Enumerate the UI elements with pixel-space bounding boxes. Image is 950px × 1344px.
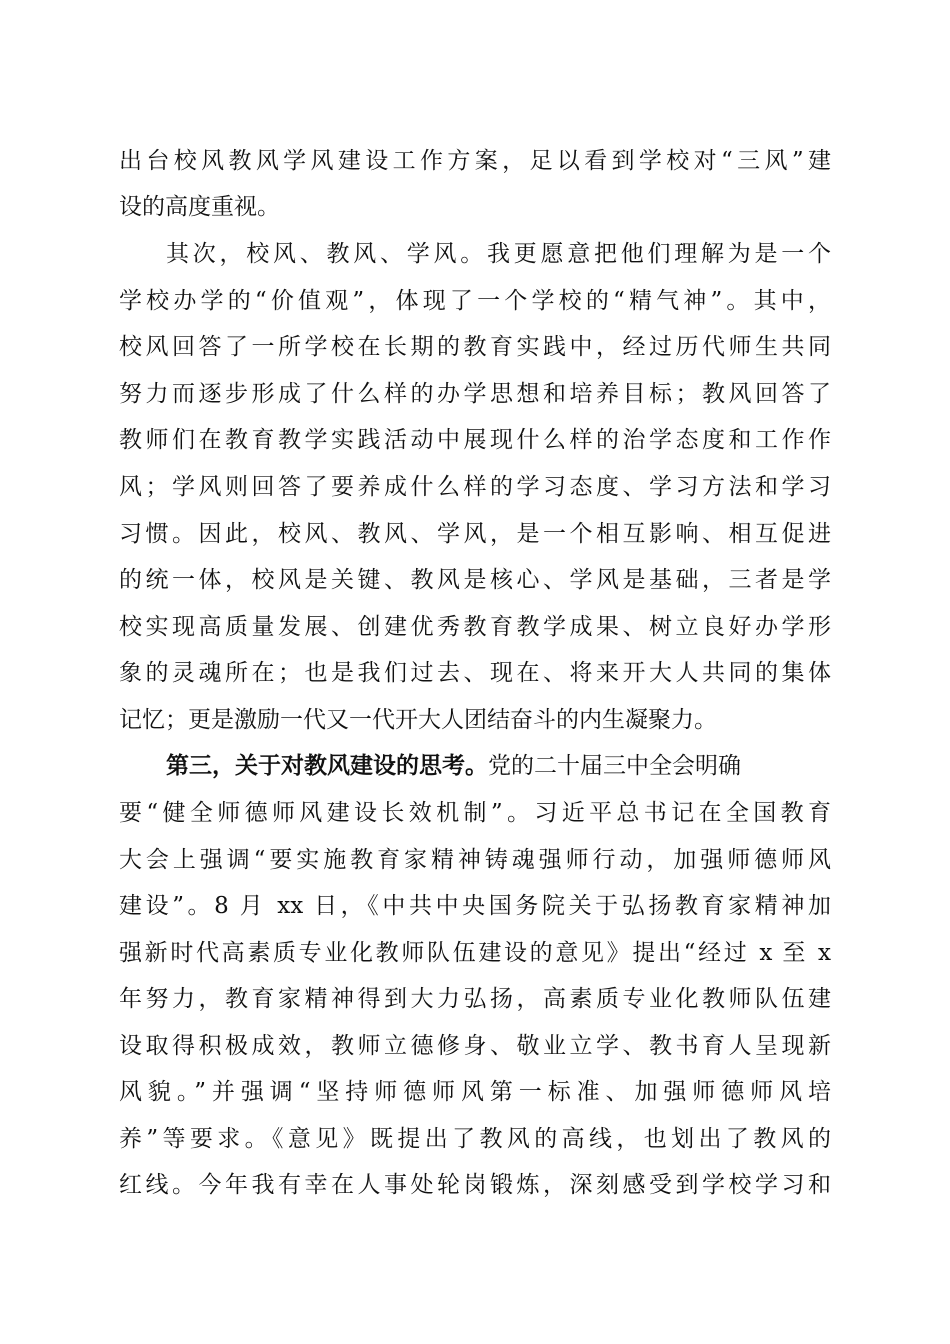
text-line: 校实现高质量发展、创建优秀教育教学成果、树立良好办学形 bbox=[119, 614, 831, 640]
text-line: 设的高度重视。 bbox=[119, 194, 280, 220]
text-line: 学校办学的“价值观”，体现了一个学校的“精气神”。其中， bbox=[119, 288, 831, 314]
section-heading: 第三，关于对教风建设的思考。 bbox=[166, 752, 488, 779]
text-line: 努力而逐步形成了什么样的办学思想和培养目标；教风回答了 bbox=[119, 381, 831, 407]
text-line: 大会上强调“要实施教育家精神铸魂强师行动，加强师德师风 bbox=[119, 847, 831, 873]
text-line: 年努力，教育家精神得到大力弘扬，高素质专业化教师队伍建 bbox=[119, 986, 831, 1012]
paragraph-start-line: 其次，校风、教风、学风。我更愿意把他们理解为是一个 bbox=[166, 241, 831, 267]
text-line: 出台校风教风学风建设工作方案，足以看到学校对“三风”建 bbox=[119, 148, 831, 174]
text-line: 象的灵魂所在；也是我们过去、现在、将来开大人共同的集体 bbox=[119, 660, 831, 686]
text-line: 记忆；更是激励一代又一代开大人团结奋斗的内生凝聚力。 bbox=[119, 707, 717, 733]
text-line: 校风回答了一所学校在长期的教育实践中，经过历代师生共同 bbox=[119, 334, 831, 360]
text-line: 红线。今年我有幸在人事处轮岗锻炼，深刻感受到学校学习和 bbox=[119, 1172, 831, 1198]
text-line: 强新时代高素质专业化教师队伍建设的意见》提出“经过 x 至 x bbox=[119, 940, 831, 966]
text-line: 设取得积极成效，教师立德修身、敬业立学、教书育人呈现新 bbox=[119, 1033, 831, 1059]
text-line: 习惯。因此，校风、教风、学风，是一个相互影响、相互促进 bbox=[119, 521, 831, 547]
text-line: 要“健全师德师风建设长效机制”。习近平总书记在全国教育 bbox=[119, 800, 831, 826]
text-line: 的统一体，校风是关键、教风是核心、学风是基础，三者是学 bbox=[119, 567, 831, 593]
text-line: 养”等要求。《意见》既提出了教风的高线，也划出了教风的 bbox=[119, 1126, 831, 1152]
paragraph-start-line bbox=[166, 751, 831, 781]
text-line: 建设”。8 月 xx 日，《中共中央国务院关于弘扬教育家精神加 bbox=[119, 893, 831, 919]
text-line: 风貌。”并强调“坚持师德师风第一标准、加强师德师风培 bbox=[119, 1079, 831, 1105]
text-line: 风；学风则回答了要养成什么样的学习态度、学习方法和学习 bbox=[119, 474, 831, 500]
text-span: 党的二十届三中全会明确 bbox=[488, 753, 741, 779]
text-line: 教师们在教育教学实践活动中展现什么样的治学态度和工作作 bbox=[119, 427, 831, 453]
